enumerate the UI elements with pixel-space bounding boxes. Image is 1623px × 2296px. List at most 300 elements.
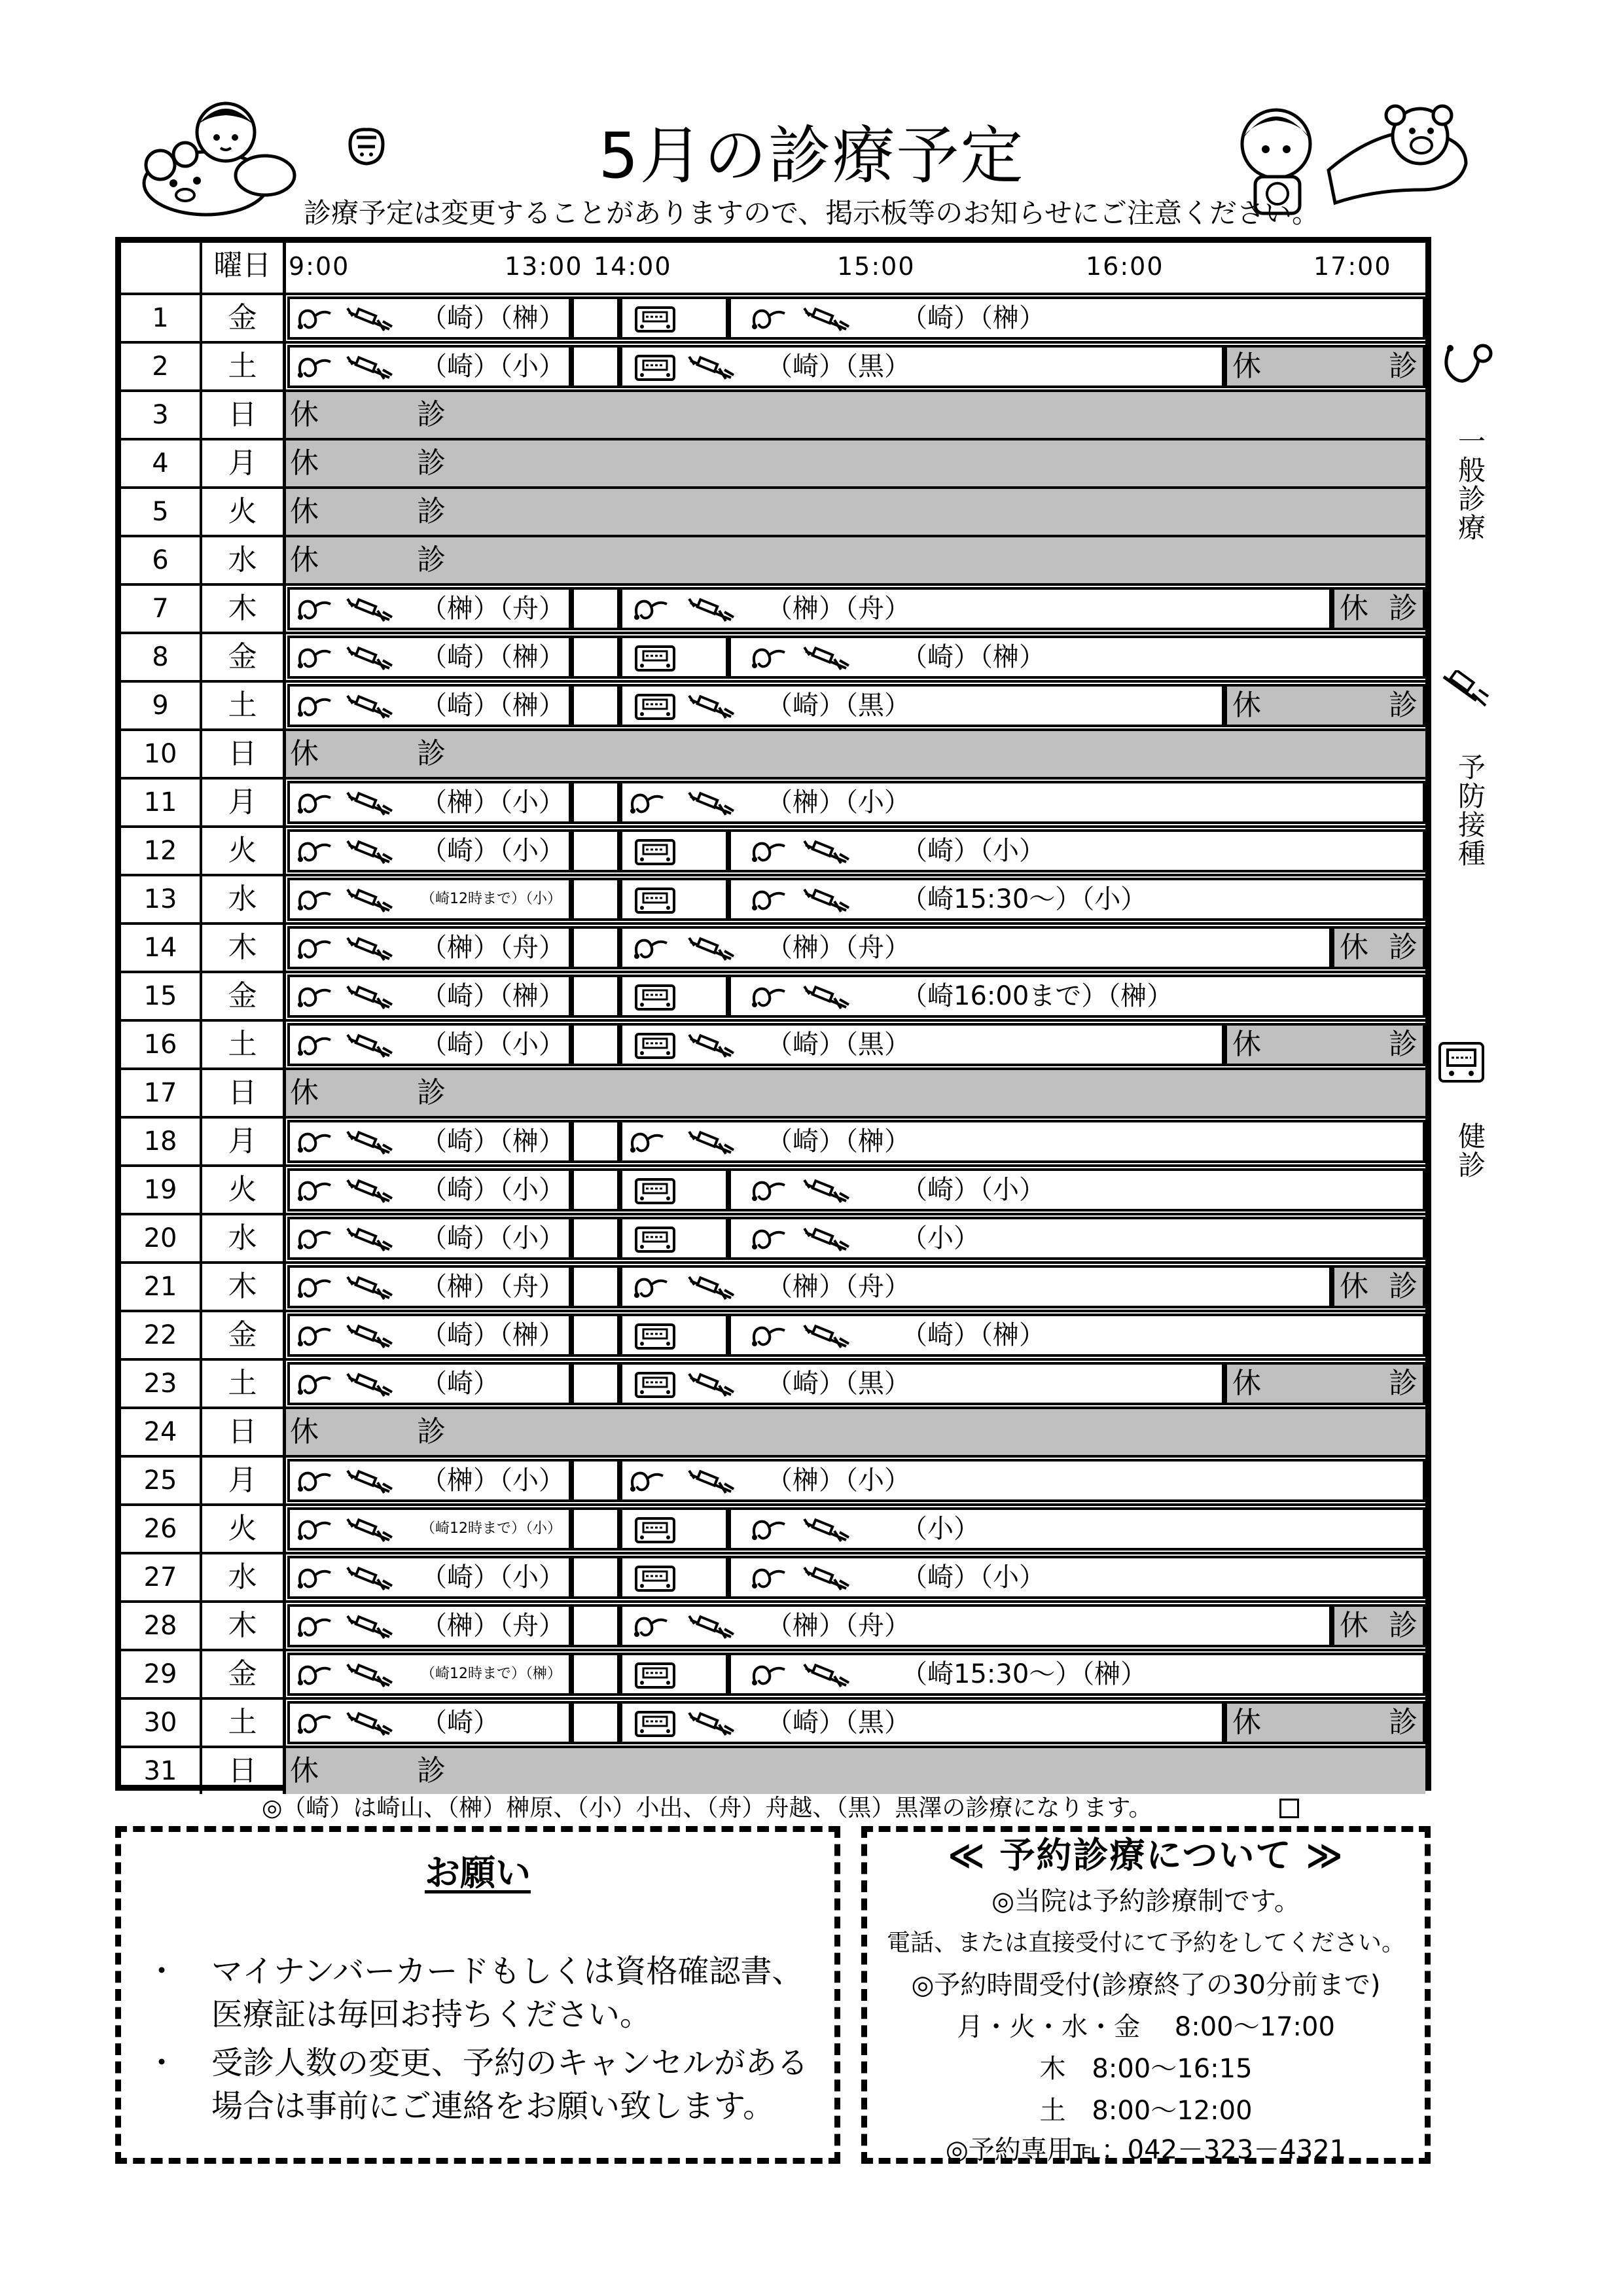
morning-session [287,1653,571,1696]
day-number: 6 [121,537,202,583]
morning-session [287,829,571,872]
weekday: 日 [202,731,286,777]
afternoon-doctors: （崎）（小） [901,1562,1045,1592]
syringe-icon [346,354,395,388]
afternoon-session [728,1314,1425,1357]
stethoscope-icon [296,1177,334,1211]
header-day-cell [121,243,202,293]
weekday: 月 [202,1119,286,1164]
morning-session [287,1604,571,1647]
closed-label [290,489,446,535]
morning-session [287,781,571,824]
schedule-cell [286,1506,1425,1552]
morning-doctors: （崎）（小） [421,1223,565,1253]
lunch-gap [571,1168,620,1211]
afternoon-session [728,1217,1425,1260]
afternoon-doctors: （崎16:00まで）（榊） [901,981,1173,1011]
schedule-cell [286,1312,1425,1358]
table-row [121,1067,1425,1116]
lunch-gap [571,975,620,1018]
stethoscope-icon [751,645,789,679]
table-row [121,1310,1425,1358]
morning-doctors: （榊）（舟） [421,1611,565,1641]
day-number: 26 [121,1506,202,1552]
syringe-icon [346,306,395,340]
table-row [121,1116,1425,1164]
day-number: 22 [121,1312,202,1358]
syringe-icon [346,1274,395,1308]
request-item-2-line-1: 受診人数の変更、予約のキャンセルがある [211,2045,809,2081]
afternoon-doctors: （崎）（黒） [766,1708,910,1738]
lunch-gap [571,1556,620,1599]
table-row [121,438,1425,486]
afternoon-doctors: （榊）（小） [766,1465,910,1496]
afternoon-doctors: （崎）（小） [901,836,1045,866]
syringe-icon [346,838,395,872]
checkup-icon [1437,1041,1486,1086]
afternoon-session [620,684,1224,727]
table-row [121,1407,1425,1455]
schedule-cell [286,1215,1425,1261]
checkup-session [620,878,728,921]
schedule-cell [286,634,1425,680]
weekday: 水 [202,1554,286,1600]
syringe-icon [688,935,736,969]
day-number: 24 [121,1409,202,1455]
checkup-icon [634,1226,676,1260]
table-row [121,1697,1425,1746]
table-header-row [121,243,1425,293]
stethoscope-icon [751,1177,789,1211]
syringe-icon [346,693,395,727]
day-number: 19 [121,1167,202,1213]
syringe-icon [346,1516,395,1551]
day-number: 21 [121,1264,202,1310]
afternoon-doctors: （榊）（舟） [766,1611,910,1641]
day-number: 13 [121,876,202,922]
syringe-icon [346,1177,395,1211]
morning-doctors: （崎12時まで）（小） [421,1520,562,1537]
morning-doctors: （崎）（榊） [421,1126,565,1157]
stethoscope-icon [296,1032,334,1066]
syringe-icon [803,1323,851,1357]
table-row [121,777,1425,825]
morning-session [287,1701,571,1744]
morning-session [287,926,571,969]
stethoscope-icon [296,1468,334,1502]
request-item-1-line-1: マイナンバーカードもしくは資格確認書、 [211,1953,804,1990]
day-number: 10 [121,731,202,777]
syringe-icon [688,1274,736,1308]
closed-label-shin: 診 [417,737,446,770]
closed-seg [1332,1604,1425,1647]
request-notice-box [115,1826,840,2164]
weekday: 土 [202,683,286,728]
schedule-cell [286,392,1425,438]
table-row [121,1600,1425,1649]
stethoscope-icon [296,790,334,824]
closed-label-kyu: 休 [1232,689,1261,722]
schedule-cell [286,1409,1425,1455]
lunch-gap [571,296,620,340]
syringe-icon [346,1662,395,1696]
checkup-icon [634,887,676,921]
syringe-icon [688,790,736,824]
checkup-icon [634,1516,676,1551]
morning-session [287,296,571,340]
stethoscope-icon [629,790,667,824]
day-number: 7 [121,586,202,632]
stethoscope-icon [629,1129,667,1163]
morning-doctors: （崎）（榊） [421,691,565,721]
syringe-icon [346,1129,395,1163]
syringe-icon [346,1710,395,1744]
afternoon-session [728,975,1425,1018]
closed-label-shin: 診 [417,543,446,577]
checkup-icon [634,1710,676,1744]
weekday: 木 [202,1264,286,1310]
table-row [121,1261,1425,1310]
checkup-icon [634,1371,676,1405]
syringe-icon [346,935,395,969]
closed-seg [1224,1023,1425,1066]
schedule-cell [286,1119,1425,1164]
lunch-gap [571,1701,620,1744]
afternoon-doctors: （小） [901,1514,980,1544]
closed-seg [1224,345,1425,388]
syringe-icon [346,887,395,921]
reservation-line-2: 電話、または直接受付にて予約をしてください。 [886,1929,1405,1956]
schedule-cell [286,1458,1425,1503]
afternoon-doctors: （崎）（小） [901,1175,1045,1205]
syringe-icon [688,1710,736,1744]
afternoon-doctors: （榊）（舟） [766,594,910,624]
closed-seg [1332,926,1425,969]
stethoscope-icon [296,306,334,340]
stethoscope-icon [296,1710,334,1744]
day-number: 5 [121,489,202,535]
afternoon-session [620,1265,1332,1308]
morning-session [287,345,571,388]
table-row [121,535,1425,583]
morning-session [287,1023,571,1066]
schedule-cell [286,683,1425,728]
stethoscope-icon [296,1565,334,1599]
morning-session [287,1362,571,1405]
closed-label-shin: 診 [417,1754,446,1787]
table-row [121,971,1425,1019]
syringe-icon [803,1516,851,1551]
checkup-session [620,1556,728,1599]
morning-doctors: （崎）（小） [421,1562,565,1592]
checkup-icon [634,1177,676,1211]
closed-label-shin: 診 [417,446,446,480]
checkup-session [620,975,728,1018]
schedule-cell [286,780,1425,825]
closed-label-shin: 診 [1389,1367,1418,1400]
afternoon-session [728,1653,1425,1696]
syringe-icon [803,1662,851,1696]
stethoscope-icon [296,1129,334,1163]
table-row [121,293,1425,341]
closed-label [290,1409,446,1455]
morning-doctors: （崎）（榊） [421,1320,565,1350]
table-row [121,1213,1425,1261]
weekday: 木 [202,586,286,632]
schedule-cell [286,973,1425,1019]
morning-session [287,1459,571,1502]
weekday: 土 [202,1700,286,1746]
stethoscope-icon [751,1662,789,1696]
afternoon-session [728,296,1425,340]
morning-doctors: （崎）（小） [421,836,565,866]
afternoon-doctors: （崎）（榊） [766,1126,910,1157]
syringe-icon [346,1032,395,1066]
syringe-icon [346,1226,395,1260]
morning-doctors: （崎）（榊） [421,642,565,672]
closed-seg [1332,587,1425,630]
lunch-gap [571,1362,620,1405]
weekday: 金 [202,1312,286,1358]
reservation-title: ≪ 予約診療について ≫ [948,1835,1344,1876]
checkbox-square [1279,1799,1299,1818]
day-number: 28 [121,1603,202,1649]
table-row [121,389,1425,438]
lunch-gap [571,1653,620,1696]
stethoscope-icon [633,1274,671,1308]
schedule-cell [286,1264,1425,1310]
morning-doctors: （榊）（舟） [421,1272,565,1302]
schedule-cell [286,295,1425,341]
morning-session [287,636,571,679]
afternoon-doctors: （崎）（黒） [766,691,910,721]
closed-label-shin: 診 [1389,1270,1418,1303]
closed-label-kyu: 休 [290,398,319,431]
syringe-icon [346,1371,395,1405]
lunch-gap [571,1507,620,1551]
time-label-1700: 17:00 [1313,252,1392,281]
schedule-cell [286,344,1425,389]
bullet: ・ [146,1953,178,1990]
stethoscope-icon [296,1371,334,1405]
day-number: 2 [121,344,202,389]
stethoscope-icon [633,596,671,630]
checkup-session [620,1217,728,1260]
morning-doctors: （崎）（榊） [421,981,565,1011]
stethoscope-icon [1437,340,1496,395]
afternoon-session [728,878,1425,921]
morning-doctors: （崎）（小） [421,1175,565,1205]
afternoon-doctors: （崎）（黒） [766,351,910,382]
closed-label [290,1748,446,1794]
checkup-session [620,829,728,872]
syringe-icon [346,596,395,630]
checkup-icon [634,1323,676,1357]
lunch-gap [571,781,620,824]
closed-label-kyu: 休 [1232,1706,1261,1739]
checkup-icon [634,354,676,388]
syringe-icon [803,887,851,921]
checkup-session [620,296,728,340]
morning-doctors: （崎）（小） [421,351,565,382]
syringe-icon [688,1032,736,1066]
syringe-icon [346,1613,395,1647]
morning-session [287,878,571,921]
afternoon-doctors: （小） [901,1223,980,1253]
closed-label-kyu: 休 [290,1754,319,1787]
closed-label-shin: 診 [417,1076,446,1109]
day-number: 31 [121,1748,202,1794]
morning-doctors: （崎12時まで）（小） [421,891,562,907]
stethoscope-icon [296,693,334,727]
day-number: 9 [121,683,202,728]
table-row [121,1358,1425,1407]
reservation-phone: ◎予約専用℡：042－323－4321 [945,2135,1347,2165]
weekday: 日 [202,1070,286,1116]
lunch-gap [571,636,620,679]
syringe-icon [688,1129,736,1163]
lunch-gap [571,926,620,969]
closed-label-shin: 診 [1389,1028,1418,1061]
afternoon-doctors: （崎15:30～）（小） [901,884,1147,914]
afternoon-session [728,1507,1425,1551]
closed-seg [1224,684,1425,727]
morning-doctors: （榊）（小） [421,1465,565,1496]
afternoon-session [728,636,1425,679]
afternoon-doctors: （崎）（黒） [766,1369,910,1399]
closed-label-kyu: 休 [290,446,319,480]
weekday: 金 [202,973,286,1019]
morning-session [287,1314,571,1357]
stethoscope-icon [629,1468,667,1502]
weekday: 火 [202,828,286,874]
stethoscope-icon [751,984,789,1018]
closed-label-kyu: 休 [1232,350,1261,383]
weekday: 火 [202,489,286,535]
legend-checkup-label: 健診 [1454,1122,1486,1179]
reservation-hours-weekday: 月・火・水・金 8:00～17:00 [957,2012,1335,2042]
stethoscope-icon [296,935,334,969]
syringe-icon [346,790,395,824]
closed-label-kyu: 休 [290,1415,319,1448]
afternoon-doctors: （崎）（榊） [901,1320,1045,1350]
stethoscope-icon [296,1226,334,1260]
closed-label-shin: 診 [417,398,446,431]
day-number: 3 [121,392,202,438]
stethoscope-icon [751,1226,789,1260]
morning-doctors: （崎） [421,1708,499,1738]
syringe-icon [803,838,851,872]
page-subtitle: 診療予定は変更することがありますので、掲示板等のお知らせにご注意ください。 [304,197,1319,229]
table-row [121,1019,1425,1067]
stethoscope-icon [296,645,334,679]
weekday: 金 [202,295,286,341]
weekday: 日 [202,392,286,438]
closed-label [290,1070,446,1116]
schedule-cell [286,1603,1425,1649]
day-number: 14 [121,925,202,971]
weekday: 火 [202,1506,286,1552]
table-row [121,1552,1425,1600]
stethoscope-icon [296,1516,334,1551]
closed-label-shin: 診 [1389,1609,1418,1642]
stethoscope-icon [633,1613,671,1647]
afternoon-session [620,1362,1224,1405]
syringe-icon [346,1468,395,1502]
syringe-icon [688,1468,736,1502]
morning-session [287,1168,571,1211]
syringe-icon [803,1177,851,1211]
closed-label [290,731,446,777]
syringe-icon [688,354,736,388]
table-row [121,632,1425,680]
closed-label-kyu: 休 [1340,592,1368,625]
schedule-table [115,237,1431,1791]
stethoscope-icon [751,1323,789,1357]
table-row [121,825,1425,874]
morning-doctors: （崎）（小） [421,1030,565,1060]
closed-label-kyu: 休 [290,1076,319,1109]
afternoon-doctors: （崎）（榊） [901,303,1045,333]
time-label-1300: 13:00 [505,252,583,281]
schedule-cell [286,586,1425,632]
lunch-gap [571,1217,620,1260]
afternoon-doctors: （崎15:30～）（榊） [901,1659,1147,1689]
weekday: 月 [202,440,286,486]
day-number: 23 [121,1361,202,1407]
weekday: 月 [202,1458,286,1503]
syringe-icon [346,1323,395,1357]
stethoscope-icon [296,596,334,630]
schedule-cell [286,925,1425,971]
afternoon-doctors: （榊）（小） [766,787,910,817]
weekday: 火 [202,1167,286,1213]
closed-seg [1224,1701,1425,1744]
morning-session [287,684,571,727]
afternoon-doctors: （崎）（黒） [766,1030,910,1060]
afternoon-session [728,829,1425,872]
lunch-gap [571,829,620,872]
closed-label [290,440,446,486]
morning-session [287,1265,571,1308]
afternoon-doctors: （崎）（榊） [901,642,1045,672]
syringe-icon [803,645,851,679]
morning-doctors: （崎）（榊） [421,303,565,333]
morning-doctors: （榊）（舟） [421,594,565,624]
weekday: 水 [202,876,286,922]
afternoon-session [620,781,1425,824]
morning-doctors: （崎） [421,1369,499,1399]
schedule-cell [286,876,1425,922]
schedule-cell [286,731,1425,777]
stethoscope-icon [633,935,671,969]
checkup-session [620,1314,728,1357]
weekday: 土 [202,1022,286,1067]
reservation-hours-thursday: 木 8:00～16:15 [1039,2054,1253,2084]
stethoscope-icon [296,1323,334,1357]
lunch-gap [571,1265,620,1308]
day-number: 30 [121,1700,202,1746]
weekday: 土 [202,344,286,389]
reservation-hours-saturday: 土 8:00～12:00 [1039,2096,1253,2126]
table-row [121,1455,1425,1503]
closed-label-shin: 診 [1389,689,1418,722]
day-number: 25 [121,1458,202,1503]
morning-session [287,1507,571,1551]
lunch-gap [571,1604,620,1647]
morning-session [287,1217,571,1260]
closed-label [290,392,446,438]
